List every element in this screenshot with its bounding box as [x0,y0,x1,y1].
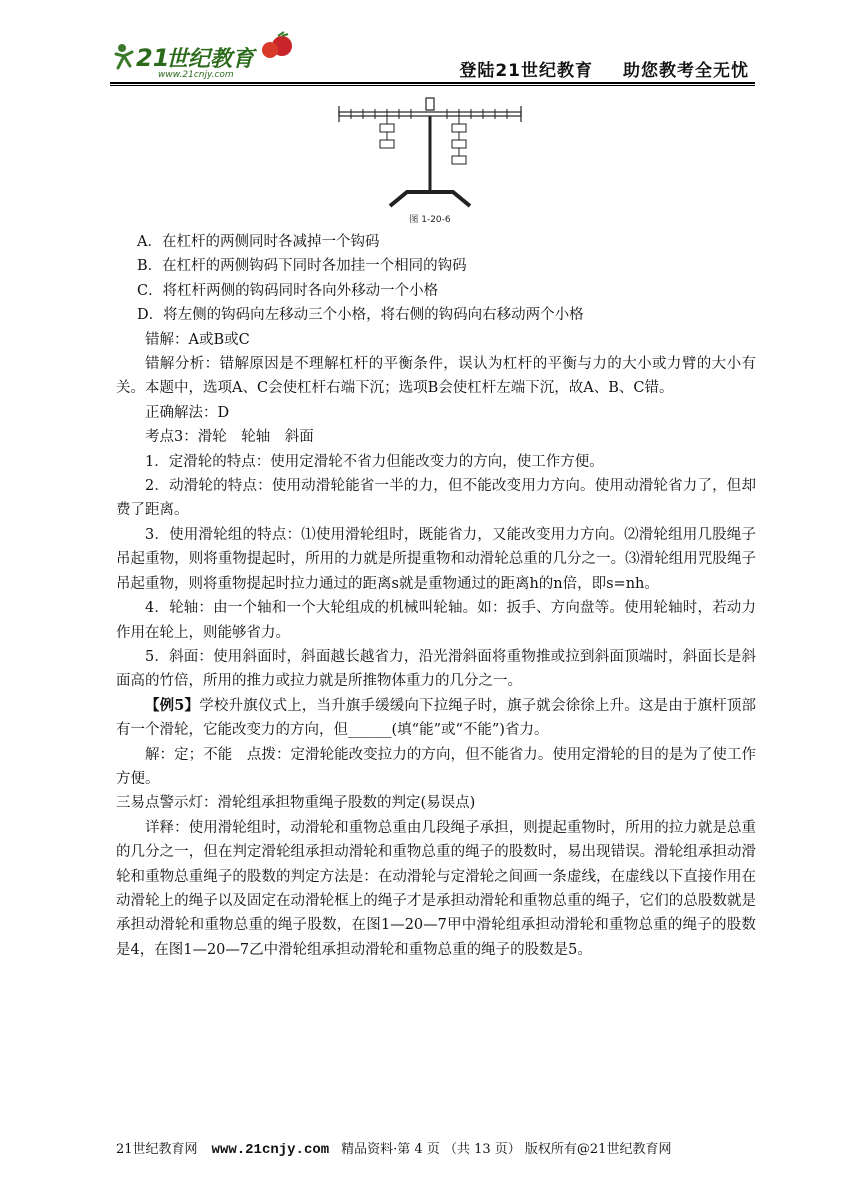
svg-text:21: 21 [136,44,170,72]
correct-answer: 正确解法：D [145,404,230,421]
header-rule [110,82,755,86]
wrong-analysis: 错解分析：错解原因是不理解杠杆的平衡条件，误认为杠杆的平衡与力的大小或力臂的大小有关。本题中，选项A、C会使杠杆右端下沉；选项B会使杠杆左端下沉，故A、B、C错。 [116,356,756,397]
example-5-tag: 【例5】 [145,696,200,714]
lever-figure [335,96,525,226]
example-5-text: 学校升旗仪式上，当升旗手缓缓向下拉绳子时，旗子就会徐徐上升。这是由于旗杆顶部有一个滑轮，它能改变力的方向，但______(填“能”或“不能”)省力。 [116,697,756,739]
footer-site: 21世纪教育网 [116,1142,198,1157]
option-a: A．在杠杆的两侧同时各减掉一个钩码 [137,234,380,250]
svg-text:www.21cnjy.com: www.21cnjy.com [158,70,234,80]
option-d: D．将左侧的钩码向左移动三个小格，将右侧的钩码向右移动两个小格 [137,307,584,324]
document-body [116,230,756,962]
figure-caption: 图 1-20-6 [409,215,451,225]
solution: 解：定；不能 点拨：定滑轮能改变拉力的方向，但不能省力。使用定滑轮的目的是为了使工作方便。 [116,746,756,787]
point-5: 5．斜面：使用斜面时，斜面越长越省力，沿光滑斜面将重物推或拉到斜面顶端时，斜面长是斜面高的竹倍，所用的推力或拉力就是所推物体重力的几分之一。 [116,648,756,690]
footer-url[interactable]: www.21cnjy.com [211,1142,330,1158]
slogan-right: 助您教考全无忧 [623,61,749,81]
option-c: C．将杠杆两侧的钩码同时各向外移动一个小格 [137,282,439,299]
page-footer [116,1138,671,1158]
footer-info: 精品资料·第 4 页 （共 13 页） 版权所有@21世纪教育网 [341,1142,672,1157]
point-1: 1．定滑轮的特点：使用定滑轮不省力但能改变力的方向，使工作方便。 [145,453,604,470]
point-2: 2．动滑轮的特点：使用动滑轮能省一半的力，但不能改变用力方向。使用动滑轮省力了，但却费了距离。 [116,478,756,519]
svg-text:世纪教育: 世纪教育 [166,47,255,72]
topic-3-heading: 考点3：滑轮 轮轴 斜面 [145,429,314,446]
site-logo [110,28,310,80]
example-5 [116,694,756,743]
point-3: 3．使用滑轮组的特点：⑴使用滑轮组时，既能省力，又能改变用力方向。⑵滑轮组用几股绳子吊起重物，则将重物提起时，所用的力就是所提重物和动滑轮总重的几分之一。⑶滑轮组用咒股绳子吊起重物，则将重物提起时拉力通过的距离s就是重物通过的距离h的n倍，即s=nh。 [116,526,756,592]
header-slogan [459,56,749,81]
point-4: 4．轮轴：由一个轴和一个大轮组成的机械叫轮轴。如：扳手、方向盘等。使用轮轴时，若动力作用在轮上，则能够省力。 [116,600,756,641]
wrong-answer: 错解：A或B或C [145,331,250,348]
option-b: B．在杠杆的两侧钩码下同时各加挂一个相同的钩码 [137,258,467,275]
detail-explanation: 详释：使用滑轮组时，动滑轮和重物总重由几段绳子承担，则提起重物时，所用的拉力就是总重的几分之一，但在判定滑轮组承担动滑轮和重物总重的绳子的股数时，易出现错误。滑轮组承担动滑轮和重物总重绳子的股数的判定方法是：在动滑轮与定滑轮之间画一条虚线，在虚线以下直接作用在动滑轮上的绳子以及固定在动滑轮框上的绳子才是承担动滑轮和重物总重的绳子，它们的总股数就是承担动滑轮和重物总重的绳子股数，在图1—20—7甲中滑轮组承担动滑轮和重物总重的绳子的股数是4，在图1—20—7乙中滑轮组承担动滑轮和重物总重的绳子的股数是5。 [116,819,756,958]
slogan-left: 登陆21世纪教育 [459,61,593,81]
page-header [110,28,755,84]
section-3-heading: 三易点警示灯：滑轮组承担物重绳子股数的判定(易误点) [116,795,476,812]
